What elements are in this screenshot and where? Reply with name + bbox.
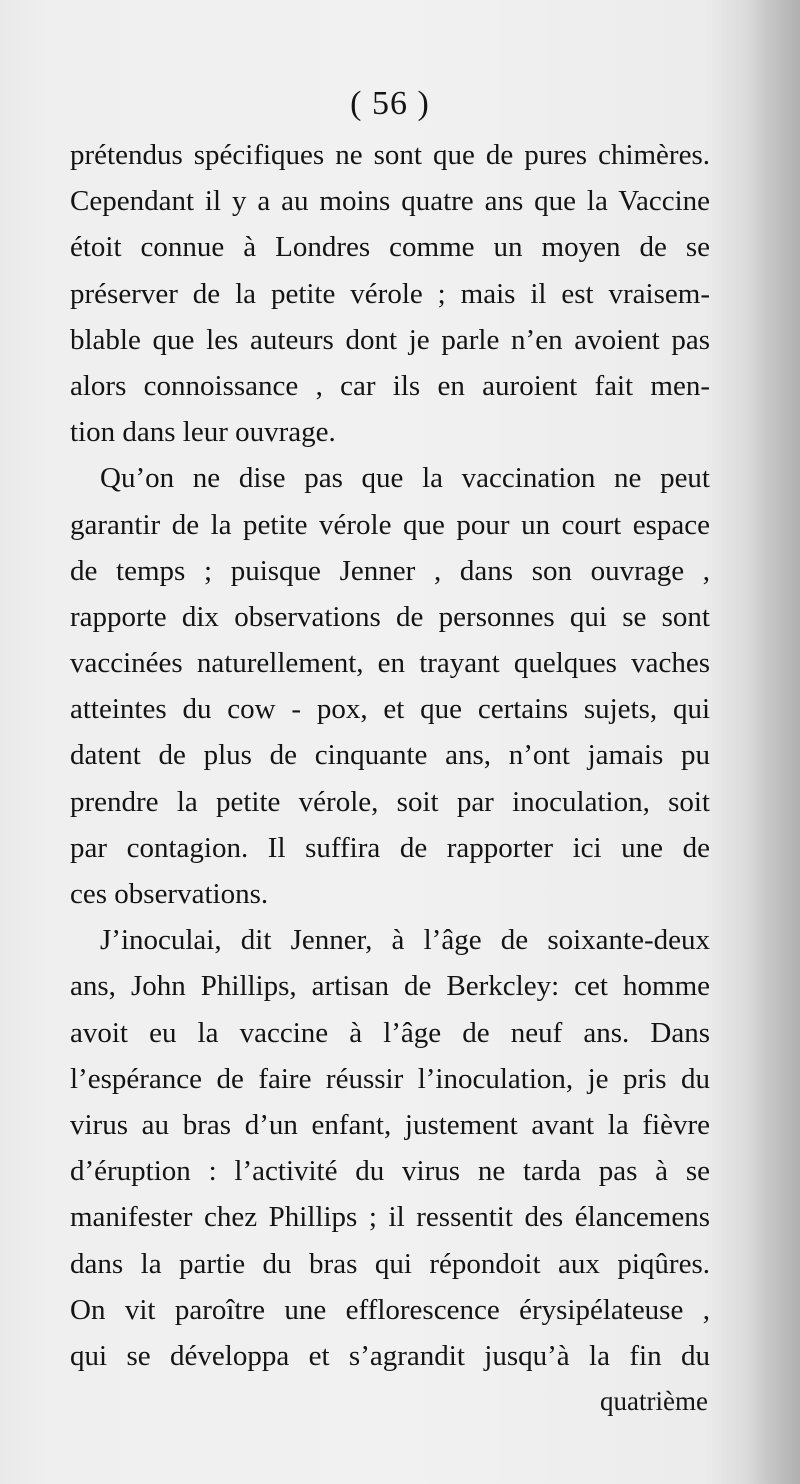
paragraph-1	[70, 132, 710, 455]
paragraph-2	[70, 455, 710, 917]
page-text-block	[70, 78, 710, 1421]
text-line: On vit paroître une efflorescence érysipélateuse ,	[70, 1293, 710, 1326]
text-line: virus au bras d’un enfant, justement avant la fièvre	[70, 1108, 710, 1141]
paragraph-3	[70, 917, 710, 1379]
text-line: étoit connue à Londres comme un moyen de se	[70, 231, 710, 264]
text-line: vaccinées naturellement, en trayant quelques vaches	[70, 647, 710, 680]
text-line: prétendus spécifiques ne sont que de pures chimères.	[70, 139, 710, 171]
text-line: tion dans leur ouvrage.	[70, 416, 336, 449]
text-line: l’espérance de faire réussir l’inoculation, je pris du	[70, 1062, 710, 1095]
text-line: blable que les auteurs dont je parle n’en avoient pas	[70, 323, 710, 356]
text-line: Cependant il y a au moins quatre ans que la Vaccine	[70, 185, 710, 218]
text-line: avoit eu la vaccine à l’âge de neuf ans. Dans	[70, 1016, 710, 1049]
text-line: atteintes du cow - pox, et que certains sujets, qui	[70, 693, 710, 726]
text-line: d’éruption : l’activité du virus ne tarda pas à se	[70, 1155, 710, 1188]
page-number: ( 56 )	[350, 85, 430, 122]
catchword: quatrième	[600, 1386, 708, 1417]
text-line: garantir de la petite vérole que pour un court espace	[70, 508, 710, 541]
text-line: préserver de la petite vérole ; mais il est vraisem-	[70, 277, 710, 310]
text-line: de temps ; puisque Jenner , dans son ouvrage ,	[70, 554, 710, 587]
text-line: alors connoissance , car ils en auroient fait men-	[70, 369, 710, 402]
text-line: dans la partie du bras qui répondoit aux piqûres.	[70, 1247, 710, 1280]
text-line: J’inoculai, dit Jenner, à l’âge de soixante-deux	[100, 924, 710, 957]
text-line: Qu’on ne dise pas que la vaccination ne peut	[100, 462, 710, 495]
text-line: rapporte dix observations de personnes qui se sont	[70, 600, 710, 633]
text-line: prendre la petite vérole, soit par inoculation, soit	[70, 785, 710, 818]
text-line: datent de plus de cinquante ans, n’ont jamais pu	[70, 739, 710, 772]
text-line: manifester chez Phillips ; il ressentit des élancemens	[70, 1201, 710, 1234]
text-line: ces observations.	[70, 878, 269, 910]
text-line: qui se développa et s’agrandit jusqu’à la fin du	[70, 1339, 710, 1372]
text-line: ans, John Phillips, artisan de Berkcley: cet homme	[70, 970, 710, 1003]
text-line: par contagion. Il suffira de rapporter ici une de	[70, 831, 710, 864]
page-gutter-shadow	[745, 0, 800, 1484]
